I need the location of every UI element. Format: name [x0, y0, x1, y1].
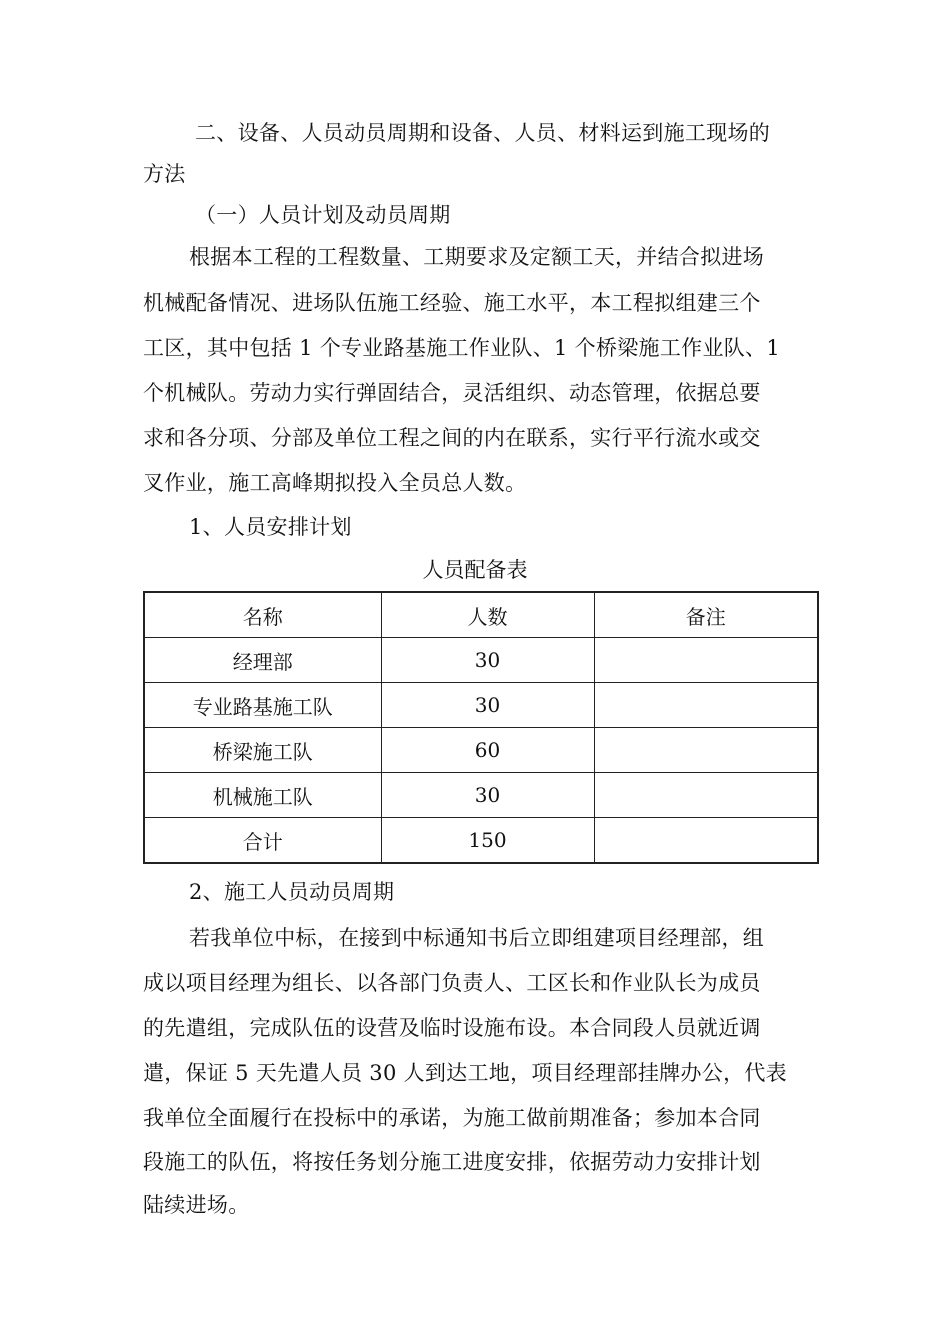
- paragraph-2-line-5: 我单位全面履行在投标中的承诺，为施工做前期准备；参加本合同: [143, 1106, 761, 1130]
- paragraph-1-line-1: 根据本工程的工程数量、工期要求及定额工天，并结合拟进场: [189, 245, 765, 269]
- cell-count: 30: [381, 773, 594, 818]
- cell-remarks: [594, 638, 818, 683]
- table-total-row: [144, 818, 818, 864]
- paragraph-2-line-6: 段施工的队伍，将按任务划分施工进度安排，依据劳动力安排计划: [143, 1150, 761, 1174]
- cell-name: 合计: [144, 818, 381, 864]
- paragraph-1-line-6: 叉作业，施工高峰期拟投入全员总人数。: [143, 471, 527, 495]
- table-row: [144, 773, 818, 818]
- cell-count: 30: [381, 638, 594, 683]
- column-header-name: 名称: [144, 592, 381, 638]
- cell-count: 60: [381, 728, 594, 773]
- cell-count: 150: [381, 818, 594, 864]
- paragraph-2-line-3: 的先遣组，完成队伍的设营及临时设施布设。本合同段人员就近调: [143, 1016, 761, 1040]
- cell-name: 桥梁施工队: [144, 728, 381, 773]
- section-heading-line-1: 二、设备、人员动员周期和设备、人员、材料运到施工现场的: [195, 121, 771, 145]
- cell-remarks: [594, 683, 818, 728]
- column-header-remarks: 备注: [594, 592, 818, 638]
- cell-remarks: [594, 728, 818, 773]
- cell-remarks: [594, 773, 818, 818]
- paragraph-2-line-4: 遣，保证 5 天先遣人员 30 人到达工地，项目经理部挂牌办公，代表: [143, 1061, 787, 1085]
- item-1-heading: 1、人员安排计划: [189, 515, 352, 539]
- section-heading-line-2: 方法: [143, 162, 186, 186]
- table-row: [144, 728, 818, 773]
- item-2-heading: 2、施工人员动员周期: [189, 880, 395, 904]
- paragraph-1-line-2: 机械配备情况、进场队伍施工经验、施工水平，本工程拟组建三个: [143, 291, 761, 315]
- table-header-row: [144, 592, 818, 638]
- cell-remarks: [594, 818, 818, 864]
- subheading-personnel-plan: （一）人员计划及动员周期: [195, 203, 451, 227]
- paragraph-1-line-3: 工区，其中包括 1 个专业路基施工作业队、1 个桥梁施工作业队、1: [143, 336, 781, 360]
- cell-name: 机械施工队: [144, 773, 381, 818]
- column-header-count: 人数: [381, 592, 594, 638]
- table-row: [144, 638, 818, 683]
- table-row: [144, 683, 818, 728]
- cell-name: 专业路基施工队: [144, 683, 381, 728]
- paragraph-1-line-4: 个机械队。劳动力实行弹固结合，灵活组织、动态管理，依据总要: [143, 381, 761, 405]
- table-caption: 人员配备表: [422, 558, 528, 582]
- paragraph-2-line-7: 陆续进场。: [143, 1193, 250, 1217]
- cell-count: 30: [381, 683, 594, 728]
- paragraph-2-line-1: 若我单位中标，在接到中标通知书后立即组建项目经理部，组: [189, 926, 765, 950]
- cell-name: 经理部: [144, 638, 381, 683]
- staffing-table: [143, 591, 819, 864]
- paragraph-2-line-2: 成以项目经理为组长、以各部门负责人、工区长和作业队长为成员: [143, 971, 761, 995]
- paragraph-1-line-5: 求和各分项、分部及单位工程之间的内在联系，实行平行流水或交: [143, 426, 761, 450]
